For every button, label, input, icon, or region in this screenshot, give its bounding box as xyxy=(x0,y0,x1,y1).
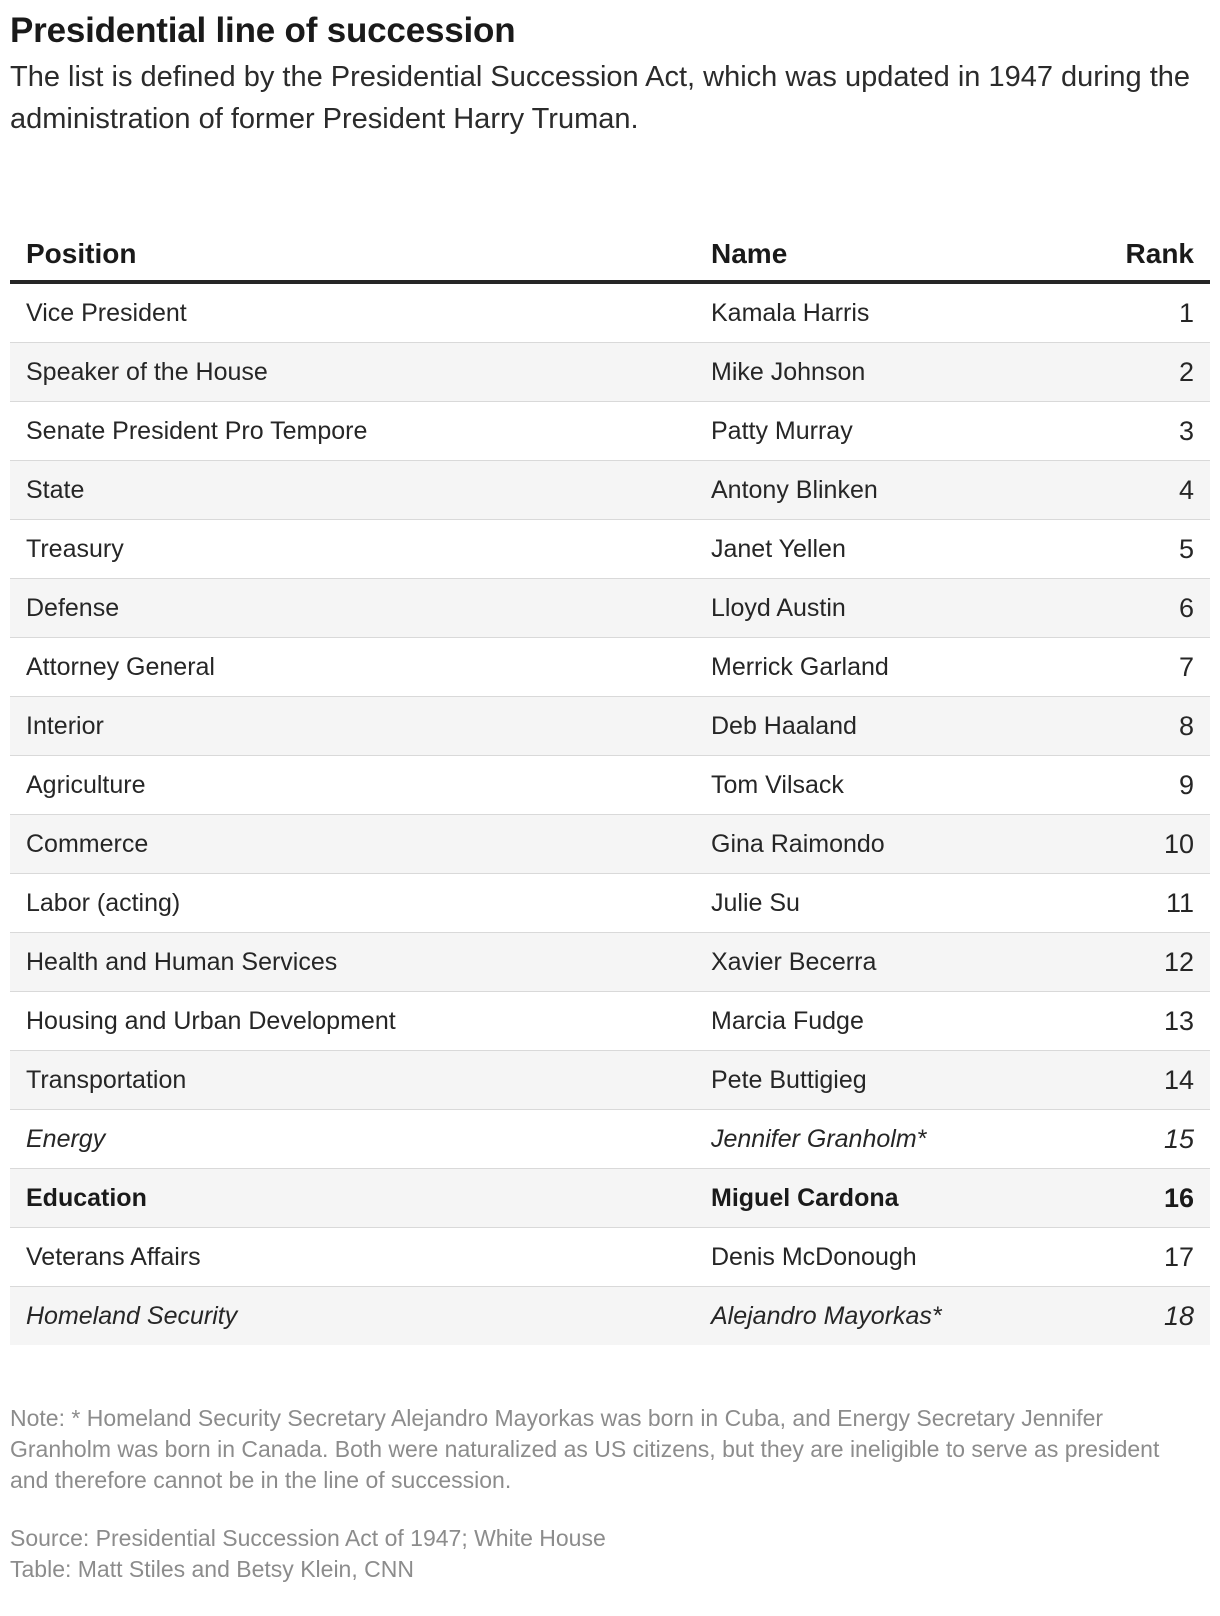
cell-position: Health and Human Services xyxy=(10,933,695,992)
cell-position: Speaker of the House xyxy=(10,343,695,402)
table-row xyxy=(10,461,1210,520)
table-row xyxy=(10,1228,1210,1287)
table-row xyxy=(10,402,1210,461)
cell-rank: 12 xyxy=(1065,933,1210,992)
cell-name: Kamala Harris xyxy=(695,282,1065,343)
cell-rank: 14 xyxy=(1065,1051,1210,1110)
cell-rank: 8 xyxy=(1065,697,1210,756)
table-row xyxy=(10,933,1210,992)
cell-rank: 5 xyxy=(1065,520,1210,579)
table-row-highlighted xyxy=(10,1169,1210,1228)
cell-position: Housing and Urban Development xyxy=(10,992,695,1051)
cell-position: Agriculture xyxy=(10,756,695,815)
cell-name: Mike Johnson xyxy=(695,343,1065,402)
cell-rank: 2 xyxy=(1065,343,1210,402)
cell-rank: 17 xyxy=(1065,1228,1210,1287)
table-row xyxy=(10,756,1210,815)
cell-name: Janet Yellen xyxy=(695,520,1065,579)
cell-position: Education xyxy=(10,1169,695,1228)
source-line: Source: Presidential Succession Act of 1947; White House xyxy=(10,1525,606,1551)
cell-rank: 16 xyxy=(1065,1169,1210,1228)
table-row xyxy=(10,992,1210,1051)
cell-rank: 6 xyxy=(1065,579,1210,638)
table-row xyxy=(10,282,1210,343)
cell-rank: 3 xyxy=(1065,402,1210,461)
cell-position: Treasury xyxy=(10,520,695,579)
succession-table xyxy=(10,206,1210,1345)
cell-name: Alejandro Mayorkas* xyxy=(695,1287,1065,1346)
cell-position: Transportation xyxy=(10,1051,695,1110)
cell-position: Labor (acting) xyxy=(10,874,695,933)
page-subtitle: The list is defined by the Presidential Succession Act, which was updated in 1947 during the administration of former President Harry Truman. xyxy=(10,61,1191,135)
cell-rank: 11 xyxy=(1065,874,1210,933)
cell-name: Xavier Becerra xyxy=(695,933,1065,992)
table-row xyxy=(10,874,1210,933)
cell-name: Jennifer Granholm* xyxy=(695,1110,1065,1169)
cell-position: State xyxy=(10,461,695,520)
cell-name: Gina Raimondo xyxy=(695,815,1065,874)
table-row xyxy=(10,815,1210,874)
cell-name: Tom Vilsack xyxy=(695,756,1065,815)
cell-position: Homeland Security xyxy=(10,1287,695,1346)
column-header-rank: Rank xyxy=(1065,206,1210,282)
column-header-name: Name xyxy=(695,206,1065,282)
cell-rank: 13 xyxy=(1065,992,1210,1051)
cell-position: Vice President xyxy=(10,282,695,343)
table-row xyxy=(10,520,1210,579)
table-row xyxy=(10,638,1210,697)
cell-name: Patty Murray xyxy=(695,402,1065,461)
cell-name: Pete Buttigieg xyxy=(695,1051,1065,1110)
column-header-position: Position xyxy=(10,206,695,282)
table-row-ineligible xyxy=(10,1110,1210,1169)
table-row xyxy=(10,343,1210,402)
table-header-row xyxy=(10,206,1210,282)
table-row xyxy=(10,579,1210,638)
cell-rank: 1 xyxy=(1065,282,1210,343)
cell-position: Attorney General xyxy=(10,638,695,697)
source-credit xyxy=(10,1523,1210,1585)
cell-rank: 18 xyxy=(1065,1287,1210,1346)
cell-position: Defense xyxy=(10,579,695,638)
credit-line: Table: Matt Stiles and Betsy Klein, CNN xyxy=(10,1556,414,1582)
cell-name: Julie Su xyxy=(695,874,1065,933)
cell-name: Merrick Garland xyxy=(695,638,1065,697)
page-title: Presidential line of succession xyxy=(10,11,516,50)
cell-name: Denis McDonough xyxy=(695,1228,1065,1287)
cell-position: Senate President Pro Tempore xyxy=(10,402,695,461)
cell-name: Antony Blinken xyxy=(695,461,1065,520)
table-row xyxy=(10,697,1210,756)
cell-rank: 9 xyxy=(1065,756,1210,815)
cell-rank: 15 xyxy=(1065,1110,1210,1169)
table-row-ineligible xyxy=(10,1287,1210,1346)
cell-name: Deb Haaland xyxy=(695,697,1065,756)
footnote: Note: * Homeland Security Secretary Alejandro Mayorkas was born in Cuba, and Energy Secretary Jennifer Granholm was born in Canada. Both were naturalized as US citizens, but they are ineligible to serve as president and therefore cannot be in the line of succession. xyxy=(10,1405,1160,1493)
cell-rank: 4 xyxy=(1065,461,1210,520)
cell-position: Interior xyxy=(10,697,695,756)
cell-position: Veterans Affairs xyxy=(10,1228,695,1287)
cell-name: Marcia Fudge xyxy=(695,992,1065,1051)
cell-rank: 10 xyxy=(1065,815,1210,874)
cell-name: Lloyd Austin xyxy=(695,579,1065,638)
cell-position: Commerce xyxy=(10,815,695,874)
cell-rank: 7 xyxy=(1065,638,1210,697)
table-row xyxy=(10,1051,1210,1110)
cell-position: Energy xyxy=(10,1110,695,1169)
cell-name: Miguel Cardona xyxy=(695,1169,1065,1228)
